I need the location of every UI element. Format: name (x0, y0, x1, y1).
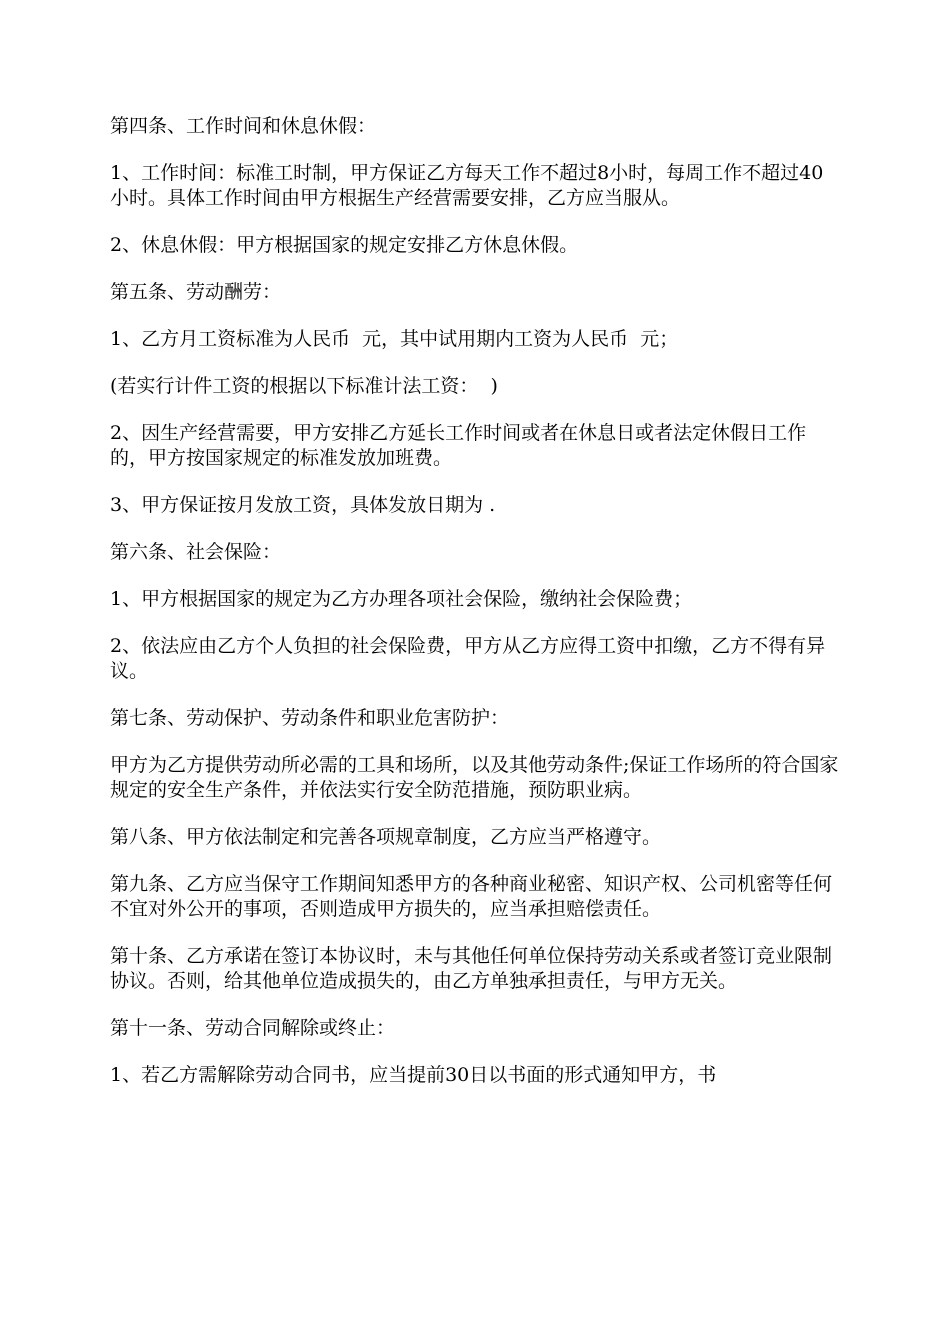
article-4-clause-2: 2、休息休假：甲方根据国家的规定安排乙方休息休假。 (110, 234, 579, 256)
article-10: 第十条、乙方承诺在签订本协议时，未与其他任何单位保持劳动关系或者签订竞业限制协议。否则，给其他单位造成损失的，由乙方单独承担责任，与甲方无关。 (110, 945, 833, 992)
article-7-body: 甲方为乙方提供劳动所必需的工具和场所，以及其他劳动条件;保证工作场所的符合国家规定的安全生产条件，并依法实行安全防范措施，预防职业病。 (110, 754, 839, 801)
article-5-heading: 第五条、劳动酬劳： (110, 281, 282, 303)
document-body (110, 114, 840, 1110)
article-4-clause-1: 1、工作时间：标准工时制，甲方保证乙方每天工作不超过8小时，每周工作不超过40小时。具体工作时间由甲方根据生产经营需要安排，乙方应当服从。 (110, 162, 824, 209)
article-6-heading: 第六条、社会保险： (110, 541, 282, 563)
article-5-clause-1: 1、乙方月工资标准为人民币 元，其中试用期内工资为人民币 元； (110, 328, 679, 350)
article-5-clause-3: 3、甲方保证按月发放工资，具体发放日期为 . (110, 494, 496, 516)
article-5-clause-2: 2、因生产经营需要，甲方安排乙方延长工作时间或者在休息日或者法定休假日工作的，甲方按国家规定的标准发放加班费。 (110, 422, 807, 469)
article-6-clause-2: 2、依法应由乙方个人负担的社会保险费，甲方从乙方应得工资中扣缴，乙方不得有异议。 (110, 635, 826, 682)
article-9: 第九条、乙方应当保守工作期间知悉甲方的各种商业秘密、知识产权、公司机密等任何不宜对外公开的事项，否则造成甲方损失的，应当承担赔偿责任。 (110, 873, 833, 920)
article-11-heading: 第十一条、劳动合同解除或终止： (110, 1017, 396, 1039)
article-7-heading: 第七条、劳动保护、劳动条件和职业危害防护： (110, 707, 510, 729)
article-11-clause-1: 1、若乙方需解除劳动合同书，应当提前30日以书面的形式通知甲方，书 (110, 1064, 717, 1086)
article-4-heading: 第四条、工作时间和休息休假： (110, 115, 377, 137)
article-5-note: (若实行计件工资的根据以下标准计法工资： ) (110, 375, 498, 397)
article-8: 第八条、甲方依法制定和完善各项规章制度，乙方应当严格遵守。 (110, 826, 662, 848)
article-6-clause-1: 1、甲方根据国家的规定为乙方办理各项社会保险，缴纳社会保险费； (110, 588, 693, 610)
